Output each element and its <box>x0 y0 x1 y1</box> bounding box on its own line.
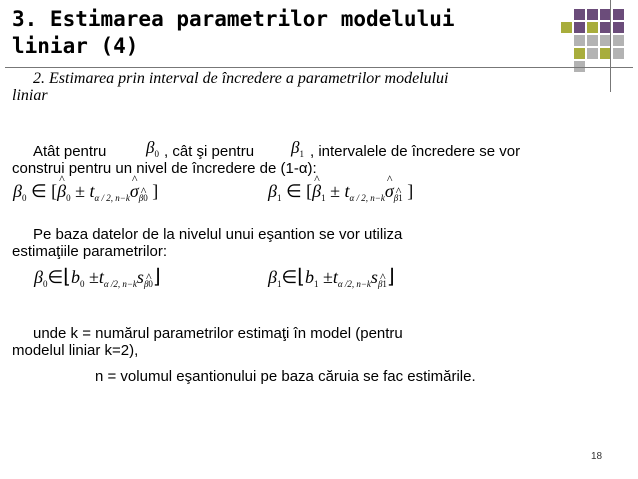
decorative-square <box>587 35 598 46</box>
decorative-squares <box>561 9 629 79</box>
slide-title <box>12 6 532 60</box>
subtitle-line-1: 2. Estimarea prin interval de încredere a parametrilor modelului <box>33 70 449 87</box>
title-line-1: 3. Estimarea parametrilor modelului <box>12 7 455 31</box>
decorative-square <box>561 22 572 33</box>
estimate-beta0-formula: $\beta_0\in⌊b_0$ $\pm t_{\alpha /2, n-k}s\^{}$ $_{\beta 0}$⌋ <box>34 264 161 289</box>
decorative-square <box>574 48 585 59</box>
para3-line3: n = volumul eşantionului pe baza căruia se fac estimările. <box>95 368 476 385</box>
title-line-2: liniar (4) <box>12 34 139 58</box>
subtitle-line-2: liniar <box>12 87 48 104</box>
decorative-vertical-line <box>610 0 611 92</box>
para1-part3: , intervalele de încredere se vor <box>310 143 521 160</box>
para3-line2: modelul liniar k=2), <box>12 342 139 359</box>
page-number: 18 <box>591 451 603 462</box>
decorative-square <box>587 22 598 33</box>
beta0-symbol: $\beta_0$ <box>146 138 159 159</box>
decorative-square <box>587 48 598 59</box>
decorative-square <box>587 9 598 20</box>
estimate-beta1-formula: $\beta_1\in⌊b_1$ $\pm t_{\alpha /2, n-k}s\^{}$ $_{\beta 1}$⌋ <box>268 264 395 289</box>
interval-beta1-formula: $\beta_1$ ∈ [^ $\beta_1$ ± $t_{\alpha / 2, n-k}\^{}$ σ^ $_{\beta 1}$ ] <box>268 181 413 203</box>
decorative-square <box>574 35 585 46</box>
decorative-square <box>574 9 585 20</box>
para1-part2: , cât şi pentru <box>164 143 255 160</box>
para3-line1: unde k = numărul parametrilor estimaţi în model (pentru <box>33 325 403 342</box>
decorative-square <box>613 48 624 59</box>
decorative-square <box>574 22 585 33</box>
title-divider <box>5 67 633 68</box>
para2-line1: Pe baza datelor de la nivelul unui eşantion se vor utiliza <box>33 226 403 243</box>
decorative-square <box>613 9 624 20</box>
beta1-symbol: $\beta_1$ <box>291 138 304 159</box>
para1-part1: Atât pentru <box>33 143 107 160</box>
interval-beta0-formula: $\beta_0$ ∈ [^ $\beta_0$ ± $t_{\alpha / 2, n-k}\^{}$ σ^ $_{\beta 0}$ ] <box>13 181 158 203</box>
para1-line2: construi pentru un nivel de încredere de (1-α): <box>12 160 317 177</box>
para2-line2: estimaţiile parametrilor: <box>12 243 168 260</box>
decorative-square <box>613 35 624 46</box>
decorative-square <box>613 22 624 33</box>
